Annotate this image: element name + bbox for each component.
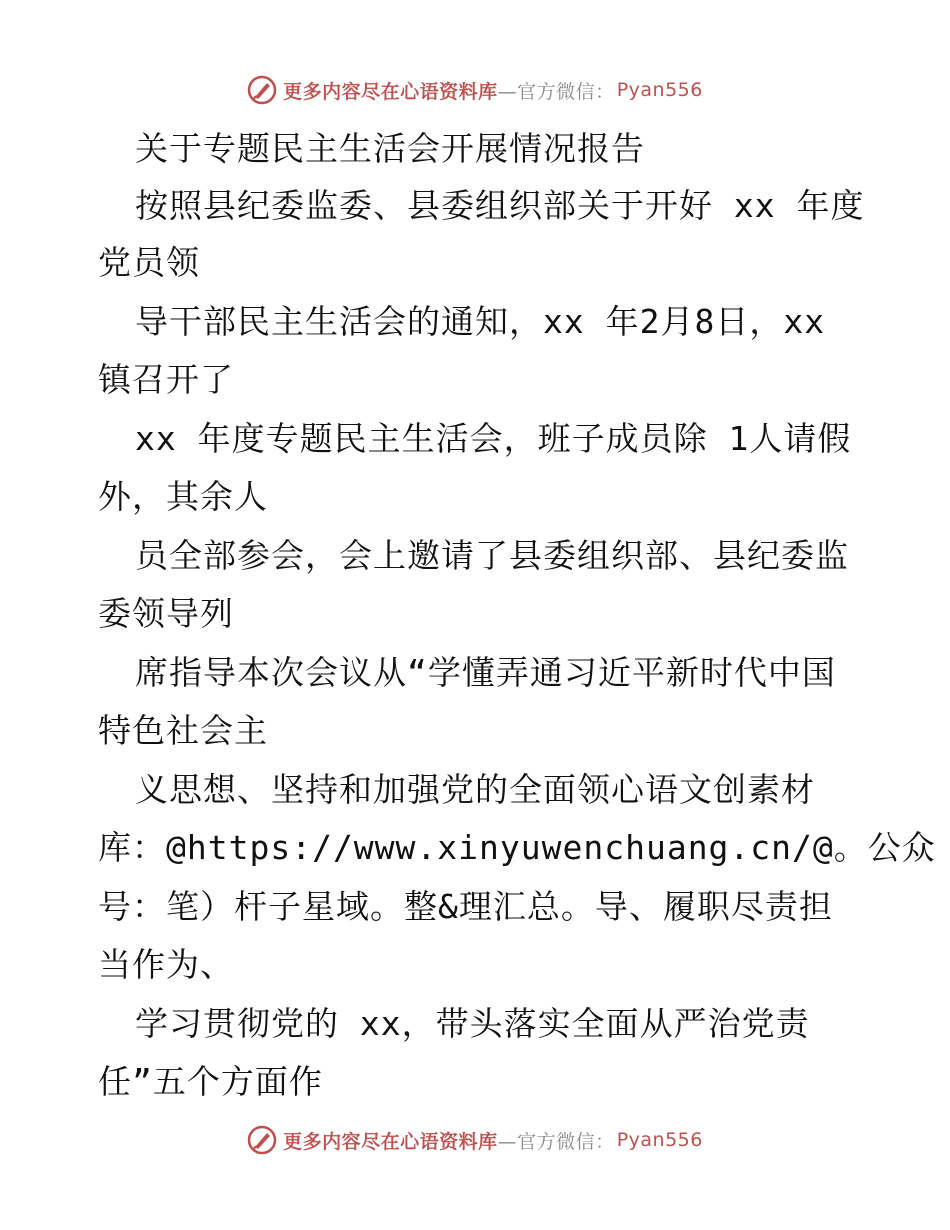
paragraph-line: 员全部参会，会上邀请了县委组织部、县纪委监	[135, 536, 849, 575]
paragraph-line: 当作为、	[98, 945, 234, 984]
banner-lead-text: 更多内容尽在心语资料库	[283, 80, 498, 103]
banner-rest-text: —官方微信：	[497, 80, 615, 103]
banner-wechat-id: Pyan556	[616, 1129, 703, 1151]
banner-lead-text: 更多内容尽在心语资料库	[283, 1130, 498, 1153]
paragraph-line: xx 年度专题民主生活会，班子成员除 1人请假	[135, 419, 852, 458]
footer-banner	[0, 1120, 950, 1160]
paragraph-line: 号：笔）杆子星域。整&理汇总。导、履职尽责担	[98, 887, 833, 926]
paragraph-line: 特色社会主	[98, 711, 268, 750]
paragraph-line: 义思想、坚持和加强党的全面领心语文创素材	[135, 770, 815, 809]
paragraph-line: 导干部民主生活会的通知，xx 年2月8日，xx	[135, 302, 826, 341]
paragraph-line: 委领导列	[98, 594, 234, 633]
document-title: 关于专题民主生活会开展情况报告	[135, 129, 645, 168]
paragraph-line: 学习贯彻党的 xx，带头落实全面从严治党责	[135, 1004, 810, 1043]
paragraph-line: 席指导本次会议从“学懂弄通习近平新时代中国	[135, 653, 836, 692]
paragraph-line: 按照县纪委监委、县委组织部关于开好 xx 年度	[135, 186, 865, 225]
paragraph-line: 镇召开了	[98, 360, 234, 399]
header-banner	[0, 70, 950, 110]
paragraph-line: 库：@https://www.xinyuwenchuang.cn/@。公众	[98, 828, 936, 867]
quill-pen-icon	[247, 75, 277, 105]
quill-pen-icon	[247, 1125, 277, 1155]
paragraph-line: 任”五个方面作	[98, 1062, 323, 1101]
banner-rest-text: —官方微信：	[497, 1130, 615, 1153]
banner-wechat-id: Pyan556	[616, 79, 703, 101]
paragraph-line: 外，其余人	[98, 477, 268, 516]
paragraph-line: 党员领	[98, 243, 200, 282]
